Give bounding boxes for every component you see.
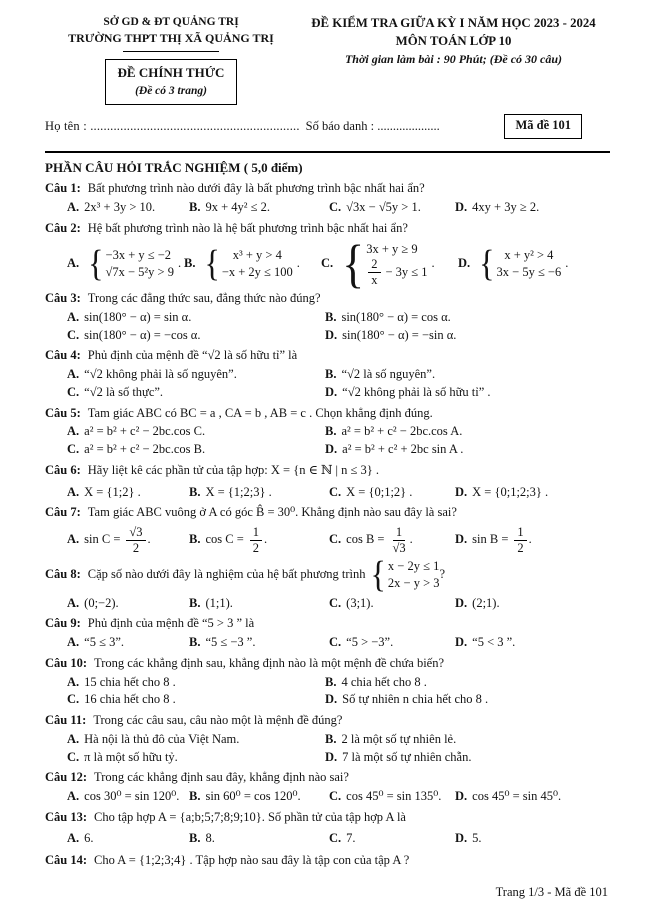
option-label: A. (67, 532, 80, 547)
option-label: A. (67, 200, 80, 215)
option-label: B. (189, 635, 201, 650)
question-11 (45, 712, 610, 766)
option-b (189, 595, 329, 613)
option-post: . (264, 532, 268, 547)
option-label: A. (67, 256, 80, 271)
question-head (45, 769, 610, 787)
question-label: Câu 5: (45, 405, 81, 420)
option-text: “√2 là số thực”. (84, 384, 164, 399)
fraction-numerator: 1 (393, 525, 405, 540)
option-c (329, 525, 455, 555)
question-head (45, 220, 610, 238)
option-text: 8. (205, 830, 215, 845)
option-label: C. (329, 635, 342, 650)
left-brace-glyph: { (204, 242, 220, 284)
option-suffix: . (565, 256, 569, 271)
system-line: −x + 2y ≤ 100 (221, 264, 293, 279)
option-a (67, 674, 325, 692)
system-line: x³ + y > 4 (232, 248, 282, 263)
question-label: Câu 10: (45, 655, 88, 670)
option-pre: sin B = (472, 532, 509, 547)
option-c (329, 484, 455, 502)
question-head (45, 180, 610, 198)
option-d (325, 441, 610, 459)
option-label: D. (455, 532, 468, 547)
option-label: B. (325, 731, 337, 746)
option-label: B. (189, 484, 201, 499)
subject-title: MÔN TOÁN LỚP 10 (395, 34, 512, 49)
option-label: B. (325, 309, 337, 324)
option-label: D. (325, 327, 338, 342)
option-c (329, 595, 455, 613)
option-label: C. (329, 532, 342, 547)
option-label: A. (67, 424, 80, 439)
section-divider-rule (45, 151, 610, 153)
question-label: Câu 6: (45, 462, 81, 477)
option-b (325, 423, 610, 441)
option-b (325, 309, 610, 327)
left-brace-glyph: { (88, 242, 104, 284)
question-head (45, 852, 610, 870)
question-9 (45, 615, 610, 652)
option-label: D. (455, 595, 468, 610)
option-b (184, 242, 321, 284)
option-text: (1;1). (205, 595, 233, 610)
question-stem: Tam giác ABC vuông ở A có góc B̂ = 30⁰. Khẳng định nào sau đây là sai? (87, 505, 457, 520)
option-text: Số tự nhiên n chia hết cho 8 . (342, 692, 489, 707)
option-d (455, 525, 610, 555)
system-line: 3x + y ≥ 9 (366, 241, 418, 256)
question-head (45, 809, 610, 827)
option-post: . (528, 532, 532, 547)
option-b (189, 634, 329, 652)
options-row (45, 595, 610, 613)
option-text: “5 ≤ −3 ”. (205, 635, 256, 650)
question-6 (45, 462, 610, 502)
option-label: A. (67, 731, 80, 746)
option-text: sin(180° − α) = −cos α. (84, 327, 201, 342)
option-label: D. (455, 789, 468, 804)
fraction-numerator: 2 (368, 257, 380, 272)
option-text: Hà nội là thủ đô của Việt Nam. (84, 731, 240, 746)
fraction (126, 525, 145, 555)
exam-title: ĐỀ KIỂM TRA GIỮA KỲ I NĂM HỌC 2023 - 2024 (311, 16, 596, 30)
option-text: “5 ≤ 3”. (84, 635, 124, 650)
option-b (189, 199, 329, 217)
official-exam-title: ĐỀ CHÍNH THỨC (117, 65, 225, 81)
exam-code-box: Mã đề 101 (504, 114, 582, 139)
options-grid (45, 366, 610, 402)
question-2 (45, 220, 610, 294)
option-label: D. (325, 692, 338, 707)
option-label: B. (184, 256, 196, 271)
option-text: X = {0;1;2} . (346, 484, 413, 499)
fraction-denominator: 2 (252, 540, 260, 555)
option-b (325, 366, 610, 384)
option-label: C. (329, 484, 342, 499)
left-brace-glyph: { (342, 234, 365, 294)
option-suffix: . (431, 256, 435, 271)
option-label: B. (325, 424, 337, 439)
name-field: Họ tên : ............................................................... (45, 118, 300, 133)
fraction-denominator: 2 (517, 540, 524, 555)
option-text: “5 < 3 ”. (472, 635, 516, 650)
option-c (67, 327, 325, 345)
option-text: “√2 không phải là số hữu tỉ” . (342, 384, 491, 399)
option-text: 4xy + 3y ≥ 2. (472, 200, 540, 215)
question-label: Câu 3: (45, 291, 81, 306)
option-label: B. (325, 367, 337, 382)
option-text: 4 chia hết cho 8 . (341, 674, 427, 689)
option-text: 15 chia hết cho 8 . (84, 674, 176, 689)
option-a (67, 788, 189, 806)
question-stem: Phủ định của mệnh đề “√2 là số hữu tỉ” là (87, 348, 298, 363)
question-head (45, 655, 610, 673)
question-stem: Trong các khẳng định sau, khẳng định nào là một mệnh đề chứa biến? (94, 655, 445, 670)
option-text: 7 là một số tự nhiên chẵn. (342, 749, 472, 764)
question-label: Câu 8: (45, 566, 81, 581)
fraction-numerator: 1 (250, 525, 262, 540)
option-a (67, 242, 184, 284)
option-c (67, 691, 325, 709)
option-text: (2;1). (472, 595, 500, 610)
option-a (67, 525, 189, 555)
question-12 (45, 769, 610, 806)
option-d (455, 595, 610, 613)
header-right-block (297, 14, 610, 105)
option-label: D. (455, 484, 468, 499)
official-exam-subtitle: (Đề có 3 trang) (135, 84, 207, 97)
option-label: C. (67, 692, 80, 707)
options-row (45, 234, 610, 294)
option-post: . (409, 532, 413, 547)
system-line: −3x + y ≤ −2 (105, 248, 172, 263)
option-text: 5. (472, 830, 482, 845)
option-text: cos 45⁰ = sin 135⁰. (346, 789, 442, 804)
option-pre: cos C = (205, 532, 244, 547)
option-label: B. (189, 200, 201, 215)
header-divider-line (123, 51, 219, 52)
option-text: “5 > −3”. (346, 635, 394, 650)
option-text: π là một số hữu tỷ. (84, 749, 178, 764)
option-b (189, 484, 329, 502)
option-label: C. (321, 256, 334, 271)
question-stem: Trong các đẳng thức sau, đẳng thức nào đúng? (87, 291, 321, 306)
options-grid (45, 674, 610, 710)
duration-note: Thời gian làm bài : 90 Phút; (Đề có 30 câu) (344, 52, 563, 67)
question-label: Câu 11: (45, 713, 87, 728)
option-label: C. (329, 789, 342, 804)
system-line: √7x − 5²y > 9 (105, 264, 174, 279)
option-text: a² = b² + c² + 2bc sin A . (342, 442, 464, 457)
question-stem: Cặp số nào dưới đây là nghiệm của hệ bất phương trình (87, 566, 366, 581)
option-d (325, 691, 610, 709)
option-d (325, 327, 610, 345)
system-line: 2x − y > 3 (387, 575, 440, 590)
question-stem: Hãy liệt kê các phần tử của tập hợp: X = {n ∈ ℕ | n ≤ 3} . (87, 462, 380, 477)
header-left-block (45, 14, 297, 105)
option-a (67, 484, 189, 502)
option-text: √3x − √5y > 1. (346, 200, 421, 215)
section-title: PHẦN CÂU HỎI TRẮC NGHIỆM ( 5,0 điểm) (45, 159, 303, 175)
options-row (45, 484, 610, 502)
option-label: D. (325, 749, 338, 764)
option-b (325, 674, 610, 692)
official-exam-box (105, 59, 238, 105)
option-d (325, 384, 610, 402)
system-line (366, 257, 427, 287)
option-c (67, 441, 325, 459)
question-label: Câu 7: (45, 505, 81, 520)
candidate-info-row (45, 114, 610, 139)
question-13 (45, 809, 610, 848)
question-label: Câu 9: (45, 616, 81, 631)
option-text: 16 chia hết cho 8 . (84, 692, 176, 707)
question-14 (45, 852, 610, 870)
question-stem: Bất phương trình nào dưới đây là bất phương trình bậc nhất hai ẩn? (87, 181, 425, 196)
option-d (455, 199, 610, 217)
fraction (250, 525, 262, 555)
system-line: x + y² > 4 (504, 248, 554, 263)
option-label: D. (458, 256, 471, 271)
system-line: 3x − 5y ≤ −6 (496, 264, 562, 279)
question-label: Câu 13: (45, 809, 88, 824)
inequality-system (479, 242, 562, 284)
option-text: 9x + 4y² ≤ 2. (205, 200, 271, 215)
option-pre: sin C = (84, 532, 121, 547)
option-text: 6. (84, 830, 94, 845)
option-text: 2 là một số tự nhiên lẻ. (341, 731, 457, 746)
option-a (67, 595, 189, 613)
option-d (458, 242, 610, 284)
option-label: A. (67, 830, 80, 845)
fraction-denominator: 2 (132, 540, 140, 555)
question-label: Câu 2: (45, 220, 81, 235)
question-3 (45, 290, 610, 344)
option-a (67, 199, 189, 217)
option-d (455, 788, 610, 806)
fraction-numerator: √3 (126, 525, 145, 540)
option-label: C. (329, 830, 342, 845)
question-10 (45, 655, 610, 709)
option-text: cos 30⁰ = sin 120⁰. (84, 789, 180, 804)
options-row (45, 634, 610, 652)
option-text: sin 60⁰ = cos 120⁰. (205, 789, 301, 804)
options-row (45, 199, 610, 217)
page-footer: Trang 1/3 - Mã đề 101 (495, 885, 608, 900)
question-stem: Trong các khẳng định sau đây, khẳng định nào sai? (94, 770, 349, 785)
option-a (67, 634, 189, 652)
option-label: A. (67, 484, 80, 499)
option-label: A. (67, 595, 80, 610)
question-stem: Hệ bất phương trình nào là hệ bất phương trình bậc nhất hai ẩn? (87, 220, 408, 235)
candidate-number-field: Số báo danh : .................... (305, 118, 440, 133)
option-label: C. (329, 200, 342, 215)
option-b (189, 525, 329, 555)
option-label: D. (325, 442, 338, 457)
question-label: Câu 14: (45, 853, 88, 868)
option-suffix: . (296, 256, 300, 271)
question-head (45, 712, 610, 730)
question-stem: Trong các câu sau, câu nào một là mệnh đề đúng? (93, 713, 343, 728)
question-label: Câu 1: (45, 181, 81, 196)
option-text: a² = b² + c² − 2bc.cos A. (341, 424, 463, 439)
option-c (329, 634, 455, 652)
question-head (45, 347, 610, 365)
department-name: SỞ GD & ĐT QUẢNG TRỊ (103, 16, 239, 28)
option-label: A. (67, 635, 80, 650)
question-head (45, 504, 610, 522)
question-label: Câu 12: (45, 770, 88, 785)
page-header (45, 14, 610, 105)
option-c (329, 788, 455, 806)
option-text: (3;1). (346, 595, 374, 610)
option-label: B. (189, 789, 201, 804)
question-4 (45, 347, 610, 401)
option-post: . (147, 532, 151, 547)
option-label: C. (67, 327, 80, 342)
question-head (45, 290, 610, 308)
option-b (325, 731, 610, 749)
option-a (67, 309, 325, 327)
options-row (45, 525, 610, 555)
fraction (390, 525, 407, 555)
options-grid (45, 423, 610, 459)
left-brace-glyph: { (370, 553, 386, 595)
option-label: B. (189, 532, 201, 547)
option-a (67, 423, 325, 441)
option-text: X = {1;2} . (84, 484, 141, 499)
option-text: X = {0;1;2;3} . (472, 484, 549, 499)
question-stem: Cho A = {1;2;3;4} . Tập hợp nào sau đây là tập con của tập A ? (94, 853, 410, 868)
question-stem-post: ? (439, 566, 446, 581)
option-label: A. (67, 309, 80, 324)
option-suffix: . (177, 256, 182, 271)
option-d (455, 634, 610, 652)
question-7 (45, 504, 610, 555)
option-text: sin(180° − α) = sin α. (84, 309, 192, 324)
fraction-numerator: 1 (514, 525, 526, 540)
option-d (325, 749, 610, 767)
option-text: a² = b² + c² − 2bc.cos B. (84, 442, 206, 457)
option-b (189, 788, 329, 806)
inequality-system (204, 242, 293, 284)
option-label: A. (67, 789, 80, 804)
question-head (45, 462, 610, 480)
option-label: B. (325, 674, 337, 689)
question-head (45, 553, 610, 595)
option-text: a² = b² + c² − 2bc.cos C. (84, 424, 206, 439)
fraction (514, 525, 526, 555)
option-label: C. (67, 442, 80, 457)
school-name: TRƯỜNG THPT THỊ XÃ QUẢNG TRỊ (68, 31, 274, 46)
left-brace-glyph: { (479, 242, 495, 284)
option-label: D. (455, 830, 468, 845)
question-5 (45, 405, 610, 459)
option-c (67, 749, 325, 767)
option-a (67, 366, 325, 384)
inequality-system (370, 553, 440, 595)
question-stem: Tam giác ABC có BC = a , CA = b , AB = c . Chọn khẳng định đúng. (87, 405, 433, 420)
option-label: A. (67, 367, 80, 382)
question-head (45, 405, 610, 423)
question-1 (45, 180, 610, 217)
option-c (67, 384, 325, 402)
option-text: sin(180° − α) = −sin α. (342, 327, 457, 342)
option-c (321, 234, 458, 294)
option-label: C. (67, 749, 80, 764)
fraction (368, 257, 380, 287)
system-line: x − 2y ≤ 1 (387, 558, 440, 573)
option-label: C. (67, 384, 80, 399)
inequality-system (88, 242, 174, 284)
fraction-denominator: √3 (392, 540, 406, 555)
option-label: D. (325, 384, 338, 399)
option-d (455, 484, 610, 502)
option-text: cos 45⁰ = sin 45⁰. (472, 789, 562, 804)
option-pre: cos B = (346, 532, 385, 547)
question-stem: Cho tập hợp A = {a;b;5;7;8;9;10}. Số phần tử của tập hợp A là (94, 809, 406, 824)
option-label: B. (189, 830, 201, 845)
option-text: “√2 không phải là số nguyên”. (84, 367, 237, 382)
option-label: B. (189, 595, 201, 610)
question-head (45, 615, 610, 633)
option-a (67, 731, 325, 749)
option-label: C. (329, 595, 342, 610)
options-grid (45, 309, 610, 345)
options-row (45, 788, 610, 806)
option-label: D. (455, 200, 468, 215)
option-text: 7. (346, 830, 356, 845)
options-grid (45, 731, 610, 767)
option-text: (0;−2). (84, 595, 119, 610)
option-label: A. (67, 674, 80, 689)
option-text: 2x³ + 3y > 10. (84, 200, 156, 215)
question-label: Câu 4: (45, 348, 81, 363)
option-text: X = {1;2;3} . (205, 484, 272, 499)
fraction-denominator: x (371, 272, 378, 287)
option-text: “√2 là số nguyên”. (341, 367, 436, 382)
option-label: D. (455, 635, 468, 650)
option-text: sin(180° − α) = cos α. (341, 309, 451, 324)
option-c (329, 199, 455, 217)
inequality-system (342, 234, 428, 294)
system-line-rest: − 3y ≤ 1 (385, 264, 428, 279)
question-stem: Phủ định của mệnh đề “5 > 3 ” là (87, 616, 255, 631)
question-8 (45, 553, 610, 613)
